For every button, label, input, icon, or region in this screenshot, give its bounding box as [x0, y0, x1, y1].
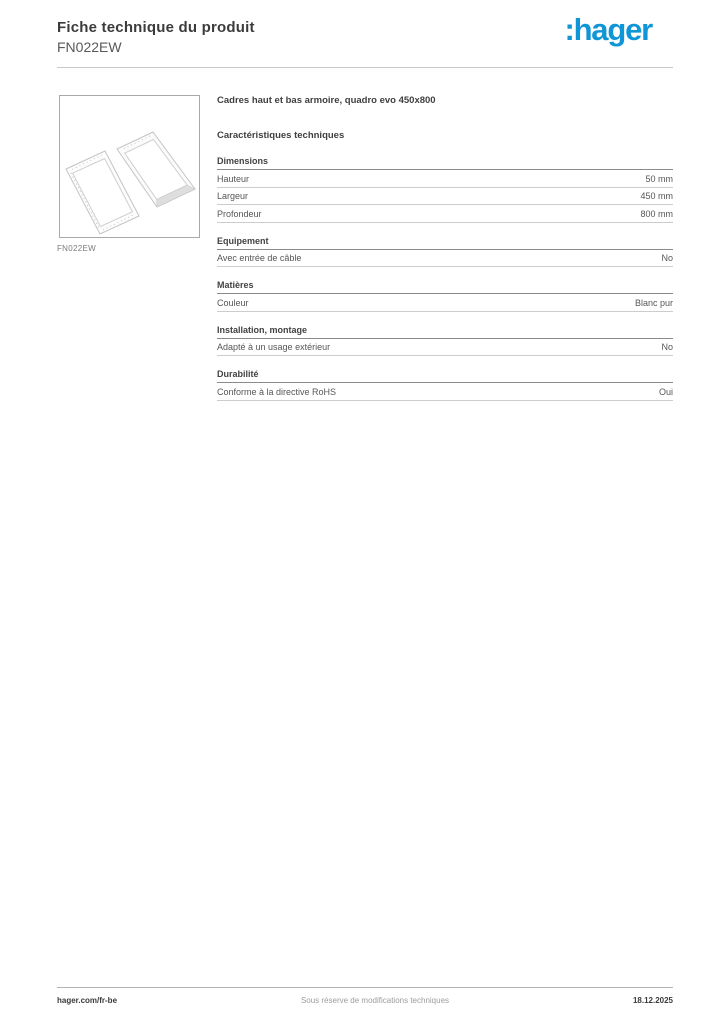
spec-section-title: Durabilité: [217, 369, 673, 383]
spec-section-title: Installation, montage: [217, 325, 673, 339]
spec-label: Largeur: [217, 191, 249, 201]
spec-value: No: [661, 253, 673, 263]
spec-row: [217, 205, 673, 223]
hager-logo: :hager: [564, 12, 652, 47]
spec-value: 800 mm: [640, 208, 673, 219]
header-titles: [57, 19, 255, 55]
footer-website: hager.com/fr-be: [57, 996, 118, 1005]
spec-label: Adapté à un usage extérieur: [217, 342, 331, 352]
product-name: Cadres haut et bas armoire, quadro evo 450x800: [217, 95, 436, 106]
spec-section-title: Equipement: [217, 236, 673, 250]
spec-section: [217, 280, 673, 312]
spec-label: Avec entrée de câble: [217, 253, 302, 263]
spec-value: 450 mm: [640, 191, 673, 201]
footer-disclaimer: Sous réserve de modifications techniques: [300, 996, 450, 1005]
spec-label: Profondeur: [217, 208, 262, 219]
product-image-column: [57, 95, 202, 253]
spec-section: [217, 369, 673, 401]
product-image: [59, 95, 200, 238]
product-image-caption: FN022EW: [57, 244, 96, 253]
spec-section-title: Dimensions: [217, 156, 673, 170]
spec-value: Oui: [658, 386, 673, 397]
spec-label: Conforme à la directive RoHS: [217, 386, 337, 397]
page-footer: [57, 987, 673, 1005]
spec-row: [217, 339, 673, 357]
product-frames-drawing: [60, 96, 199, 237]
spec-section-title: Matières: [217, 280, 673, 294]
header-divider: [57, 67, 673, 68]
spec-section: [217, 156, 673, 223]
characteristics-heading: Caractéristiques techniques: [217, 130, 345, 141]
spec-sections: [217, 156, 673, 401]
spec-row: [217, 250, 673, 268]
spec-row: [217, 170, 673, 188]
page-title: Fiche technique du produit: [57, 19, 255, 36]
spec-row: [217, 383, 673, 401]
characteristics-column: [217, 95, 673, 401]
spec-section: [217, 325, 673, 357]
footer-date: 18.12.2025: [632, 996, 673, 1005]
spec-label: Hauteur: [217, 173, 250, 184]
spec-section: [217, 236, 673, 268]
spec-value: Blanc pur: [634, 297, 673, 308]
spec-label: Couleur: [217, 297, 249, 308]
spec-value: 50 mm: [645, 173, 673, 184]
product-reference: FN022EW: [57, 39, 122, 55]
spec-row: [217, 294, 673, 312]
spec-row: [217, 188, 673, 206]
spec-value: No: [661, 342, 673, 352]
